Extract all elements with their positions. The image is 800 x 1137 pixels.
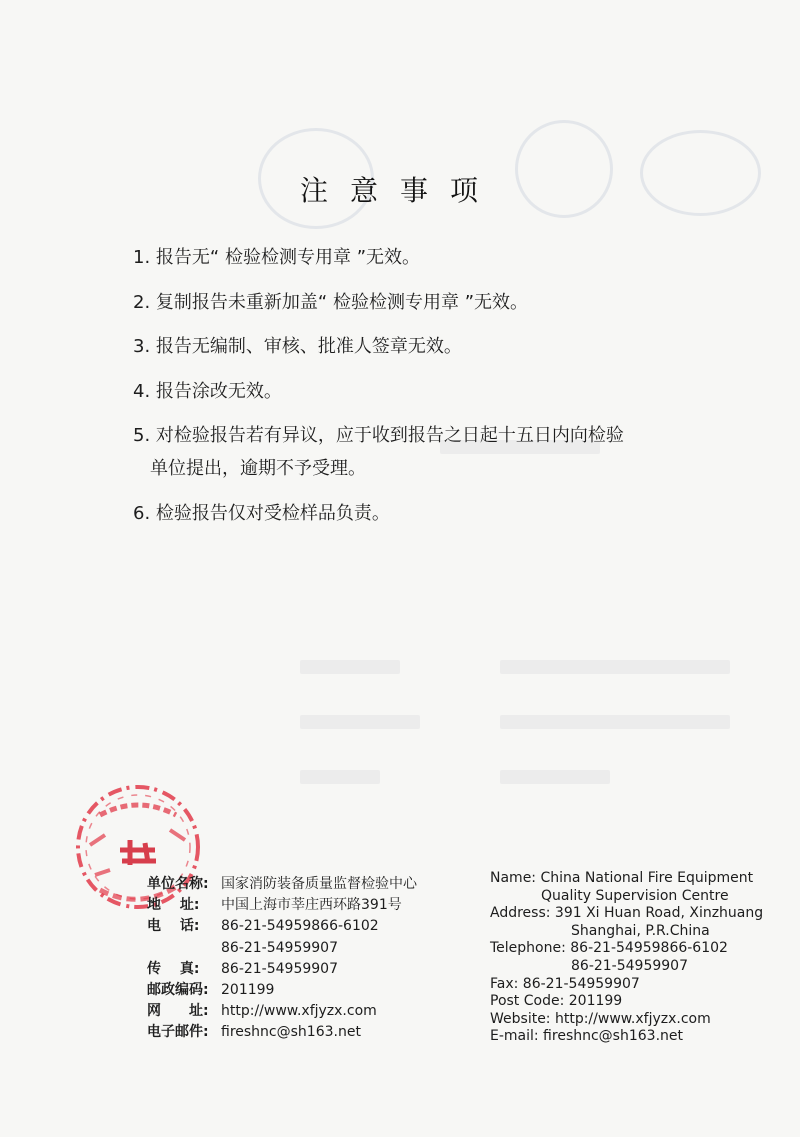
bleed-through-line [500,715,730,729]
post-value: 201199 [221,982,275,999]
contact-row-unit [147,874,417,895]
en-address-line-1: Address: 391 Xi Huan Road, Xinzhuang [490,905,764,922]
note-item [133,424,753,448]
en-name-line-2: Quality Supervision Centre [541,887,729,904]
note-item [133,380,753,404]
note-number: 2. [133,291,151,313]
note-item [133,246,753,270]
en-post-code: Post Code: 201199 [490,993,623,1010]
email-value[interactable]: fireshnc@sh163.net [221,1024,361,1041]
note-text: 报告无“ 检验检测专用章 ”无效。 [155,247,421,268]
post-label: 邮政编码: [147,982,209,999]
note-continuation: 单位提出，逾期不予受理。 [150,458,366,479]
note-item [133,335,753,359]
note-text: 检验报告仅对受检样品负责。 [155,502,390,524]
note-item [133,502,753,526]
contact-english [490,870,763,1046]
email-label: 电子邮件: [147,1024,209,1041]
en-address-line-2: Shanghai, P.R.China [571,922,710,939]
contact-row-email [147,1022,417,1043]
note-text: 报告无编制、审核、批准人签章无效。 [155,336,462,357]
note-number: 4. [133,380,151,402]
web-label: 网 址: [147,1003,209,1020]
en-email[interactable]: E-mail: fireshnc@sh163.net [490,1028,683,1045]
unit-value: 国家消防装备质量监督检验中心 [221,876,417,892]
phone-value-2: 86-21-54959907 [221,939,338,956]
contact-row-fax [147,959,417,980]
fax-value: 86-21-54959907 [221,960,338,977]
contact-row-phone-2 [147,938,417,959]
phone-label: 电 话: [147,918,200,935]
contact-row-web [147,1001,417,1022]
web-value[interactable]: http://www.xfjyzx.com [221,1003,377,1020]
en-fax: Fax: 86-21-54959907 [490,975,640,992]
note-text: 报告涂改无效。 [155,380,282,402]
contact-row-phone [147,916,417,937]
en-phone-line-1: Telephone: 86-21-54959866-6102 [490,940,728,957]
phone-value-1: 86-21-54959866-6102 [221,918,379,935]
note-item [133,291,753,315]
en-name-line-1: Name: China National Fire Equipment [490,870,754,886]
note-text: 对检验报告若有异议，应于收到报告之日起十五日内向检验 [155,425,624,446]
bleed-through-line [300,770,380,784]
note-number: 3. [133,336,151,357]
bleed-through-line [500,770,610,784]
contact-chinese [147,874,417,1044]
note-number: 5. [133,425,151,446]
note-text: 复制报告未重新加盖“ 检验检测专用章 ”无效。 [155,291,529,313]
bleed-through-line [500,660,730,674]
bleed-through-line [300,660,400,674]
contact-row-address [147,895,417,916]
address-value: 中国上海市莘庄西环路391号 [221,897,402,914]
contact-row-post [147,980,417,1001]
page-title: 注意事项 [299,173,500,207]
fax-label: 传 真: [147,960,200,977]
unit-label: 单位名称: [147,876,209,892]
en-website[interactable]: Website: http://www.xfjyzx.com [490,1010,711,1027]
bleed-through-line [300,715,420,729]
note-number: 6. [133,502,151,524]
notes-list [133,246,753,546]
en-phone-line-2: 86-21-54959907 [571,957,688,974]
note-number: 1. [133,247,151,268]
address-label: 地 址: [147,897,200,914]
